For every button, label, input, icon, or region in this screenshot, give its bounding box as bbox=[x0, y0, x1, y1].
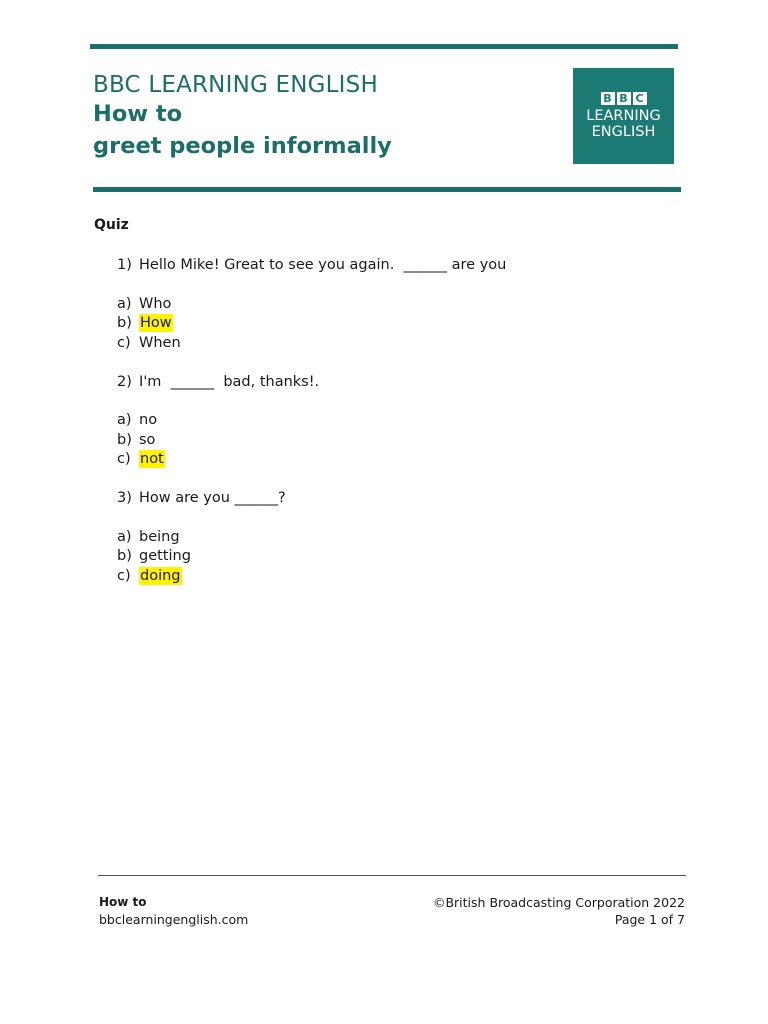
option-letter: b) bbox=[117, 548, 132, 564]
footer-page-number: Page 1 of 7 bbox=[614, 912, 685, 927]
option-text-highlighted: not bbox=[140, 451, 164, 467]
header-top-rule bbox=[90, 44, 678, 49]
quiz-heading: Quiz bbox=[94, 217, 129, 233]
header-bottom-rule bbox=[93, 187, 681, 192]
bbc-letter-c: C bbox=[633, 92, 647, 105]
footer-rule bbox=[98, 875, 686, 876]
question-number: 1) bbox=[117, 257, 132, 273]
option-text-highlighted: doing bbox=[140, 568, 181, 584]
page-title-line-2: greet people informally bbox=[93, 133, 392, 159]
bbc-letter-b2: B bbox=[617, 92, 631, 105]
option-letter: a) bbox=[117, 296, 132, 312]
question-text: Hello Mike! Great to see you again. ______ are you bbox=[139, 257, 507, 273]
option-letter: c) bbox=[117, 568, 131, 584]
option-letter: a) bbox=[117, 412, 132, 428]
option-text-highlighted: How bbox=[140, 315, 172, 331]
bbc-blocks bbox=[601, 92, 647, 105]
option-letter: b) bbox=[117, 432, 132, 448]
bbc-learning-english-logo bbox=[573, 68, 674, 164]
option-text: being bbox=[139, 529, 180, 545]
option-text: Who bbox=[139, 296, 172, 312]
option-letter: c) bbox=[117, 451, 131, 467]
option-letter: a) bbox=[117, 529, 132, 545]
question-number: 2) bbox=[117, 374, 132, 390]
option-text: so bbox=[139, 432, 156, 448]
option-text: no bbox=[139, 412, 158, 428]
footer-website: bbclearningenglish.com bbox=[99, 912, 249, 927]
option-text: When bbox=[139, 335, 181, 351]
footer-copyright: ©British Broadcasting Corporation 2022 bbox=[432, 895, 685, 910]
option-letter: c) bbox=[117, 335, 131, 351]
logo-learning-text: LEARNING bbox=[586, 108, 661, 124]
page-title-line-1: How to bbox=[93, 101, 183, 127]
option-letter: b) bbox=[117, 315, 132, 331]
question-text: I'm ______ bad, thanks!. bbox=[139, 374, 320, 390]
question-text: How are you ______? bbox=[139, 490, 286, 506]
option-text: getting bbox=[139, 548, 191, 564]
footer-title: How to bbox=[99, 895, 147, 909]
bbc-letter-b1: B bbox=[601, 92, 615, 105]
header-brand: BBC LEARNING ENGLISH bbox=[93, 72, 378, 98]
logo-english-text: ENGLISH bbox=[591, 124, 656, 140]
question-number: 3) bbox=[117, 490, 132, 506]
